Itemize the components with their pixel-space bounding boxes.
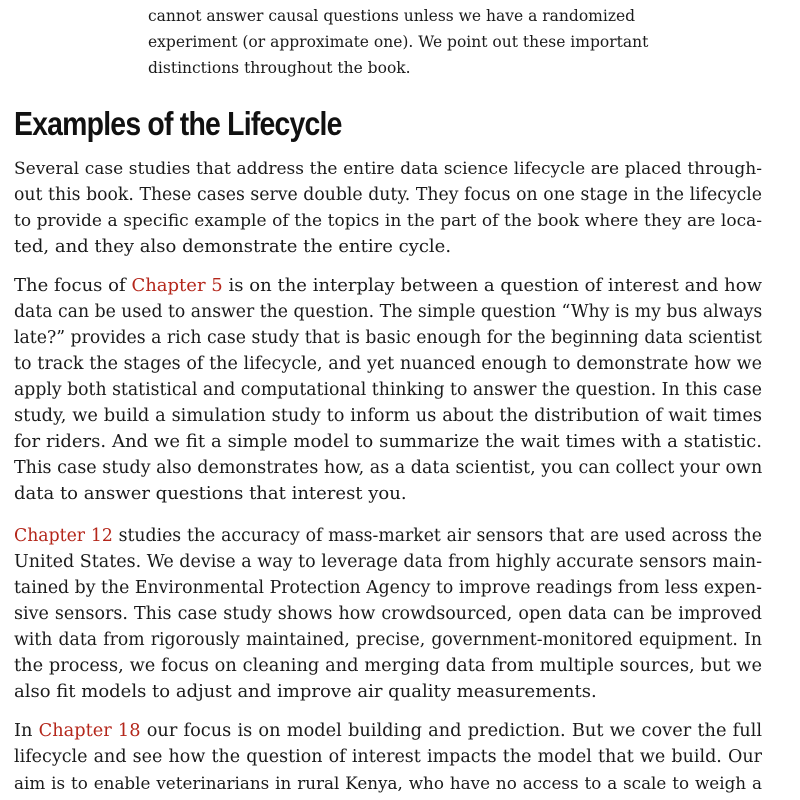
- intro-note: [148, 3, 688, 81]
- paragraph-chapter-5: [14, 273, 762, 507]
- paragraph-line: apply both statistical and computational thinking to answer the question. In this case: [14, 380, 762, 400]
- note-line: experiment (or approximate one). We point out these important: [148, 33, 649, 51]
- chapter-5-link[interactable]: Chapter 5: [131, 275, 223, 296]
- paragraph-text: In: [14, 721, 39, 741]
- paragraph-line: tained by the Environmental Protection Agency to improve readings from less expen-: [14, 578, 762, 598]
- paragraph-line: United States. We devise a way to leverage data from highly accurate sensors main-: [14, 552, 762, 572]
- paragraph-line: late?” provides a rich case study that is basic enough for the beginning data scientist: [14, 328, 762, 348]
- paragraph-line: with data from rigorously maintained, precise, government-monitored equipment. In: [14, 630, 762, 650]
- paragraph-text: our focus is on model building and prediction. But we cover the full: [140, 721, 762, 741]
- paragraph-line: aim is to enable veterinarians in rural Kenya, who have no access to a scale to weigh a: [14, 773, 762, 793]
- note-line: distinctions throughout the book.: [148, 59, 411, 77]
- paragraph-text: studies the accuracy of mass-market air sensors that are used across the: [112, 526, 762, 546]
- paragraph-first-line: [14, 523, 762, 549]
- paragraph-line: This case study also demonstrates how, as a data scientist, you can collect your own: [14, 458, 763, 478]
- paragraph-chapter-18: [14, 718, 762, 796]
- paragraph-lifecycle-intro: [14, 156, 762, 260]
- paragraph-line: study, we build a simulation study to inform us about the distribution of wait times: [14, 406, 762, 426]
- paragraph-line: data can be used to answer the question. The simple question “Why is my bus always: [14, 302, 763, 322]
- paragraph-line: also fit models to adjust and improve air quality measurements.: [14, 681, 597, 702]
- paragraph-line: sive sensors. This case study shows how crowdsourced, open data can be improved: [14, 604, 762, 624]
- chapter-12-link[interactable]: Chapter 12: [14, 526, 113, 546]
- paragraph-chapter-12: [14, 523, 762, 705]
- paragraph-line: to provide a specific example of the topics in the part of the book where they are loca-: [14, 211, 762, 231]
- paragraph-line: the process, we focus on cleaning and merging data from multiple sources, but we: [14, 656, 762, 676]
- section-heading: Examples of the Lifecycle: [14, 105, 342, 142]
- paragraph-line: out this book. These cases serve double duty. They focus on one stage in the lifecycle: [14, 185, 762, 205]
- paragraph-line: ted, and they also demonstrate the entire cycle.: [14, 236, 452, 257]
- paragraph-line: data to answer questions that interest you.: [14, 483, 407, 504]
- paragraph-line: lifecycle and see how the question of interest impacts the model that we build. Our: [14, 747, 762, 767]
- chapter-18-link[interactable]: Chapter 18: [38, 721, 141, 741]
- paragraph-text: is on the interplay between a question of interest and how: [222, 275, 763, 296]
- paragraph-line: Several case studies that address the entire data science lifecycle are placed through-: [14, 159, 762, 179]
- paragraph-first-line: [14, 273, 762, 299]
- paragraph-text: The focus of: [14, 275, 132, 296]
- paragraph-first-line: [14, 718, 762, 744]
- paragraph-line: to track the stages of the lifecycle, and yet nuanced enough to demonstrate how we: [14, 354, 762, 374]
- note-line: cannot answer causal questions unless we have a randomized: [148, 7, 636, 25]
- paragraph-line: for riders. And we fit a simple model to summarize the wait times with a statistic.: [14, 431, 762, 452]
